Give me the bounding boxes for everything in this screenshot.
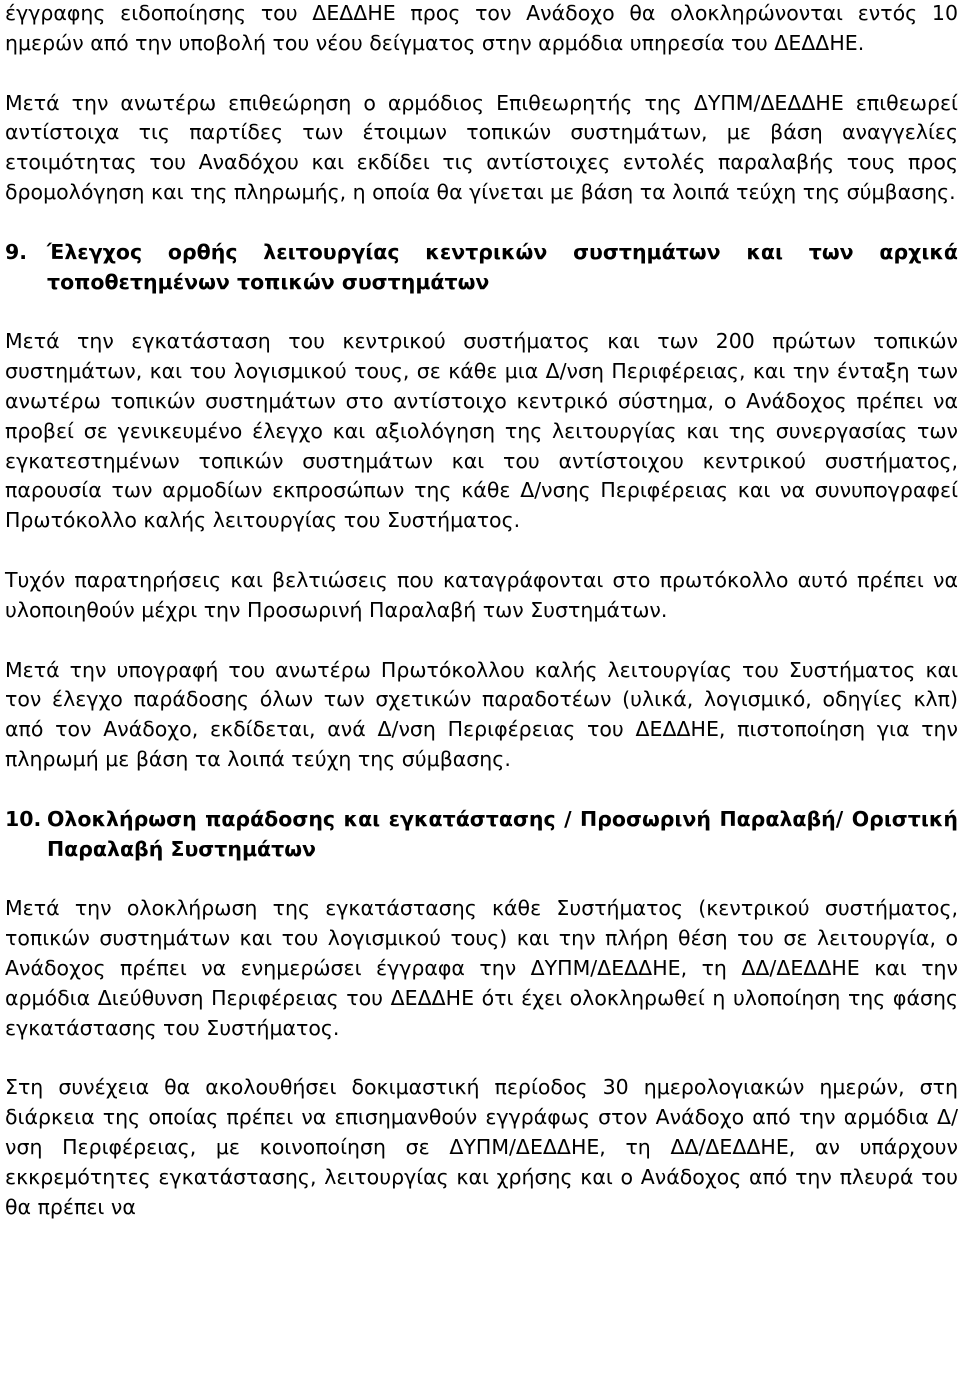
section-9-title: Έλεγχος ορθής λειτουργίας κεντρικών συστημάτων και των αρχικά τοποθετημένων τοπικών συστημάτων [47,239,958,294]
section-9-paragraph-2: Τυχόν παρατηρήσεις και βελτιώσεις που καταγράφονται στο πρωτόκολλο αυτό πρέπει να υλοποιηθούν μέχρι την Προσωρινή Παραλαβή των Συστημάτων. [5,567,958,622]
document-page [5,0,958,1222]
section-9-paragraph-1: Μετά την εγκατάσταση του κεντρικού συστήματος και των 200 πρώτων τοπικών συστημάτων, και του λογισμικού τους, σε κάθε μια Δ/νση Περιφέρειας, και την ένταξη των ανωτέρω τοπικών συστημάτων στο αντίστοιχο κεντρικό σύστημα, ο Ανάδοχος πρέπει να προβεί σε γενικευμένο έλεγχο και αξιολόγηση της λειτουργίας και της συνεργασίας των εγκατεστημένων τοπικών συστημάτων και του αντίστοιχου κεντρικού συστήματος, παρουσία των αρμοδίων εκπροσώπων της κάθε Δ/νσης Περιφέρειας και να συνυπογραφεί Πρωτόκολλο καλής λειτουργίας του Συστήματος. [5,329,958,533]
paragraph-inspection: Μετά την ανωτέρω επιθεώρηση ο αρμόδιος Επιθεωρητής της ΔΥΠΜ/ΔΕΔΔΗΕ επιθεωρεί αντίστοιχα τις παρτίδες των έτοιμων τοπικών συστημάτων, με βάση αναγγελίες ετοιμότητας του Αναδόχου και εκδίδει τις αντίστοιχες εντολές παραλαβής τους προς δρομολόγηση και της πληρωμής, η οποία θα γίνεται με βάση τα λοιπά τεύχη της σύμβασης. [5,90,958,204]
paragraph-intro-continuation: έγγραφης ειδοποίησης του ΔΕΔΔΗΕ προς τον Ανάδοχο θα ολοκληρώνονται εντός 10 ημερών από την υποβολή του νέου δείγματος στην αρμόδια υπηρεσία του ΔΕΔΔΗΕ. [5,1,958,55]
section-9-number: 9. [5,239,28,264]
section-9-paragraph-3: Μετά την υπογραφή του ανωτέρω Πρωτόκολλου καλής λειτουργίας του Συστήματος και τον έλεγχο παράδοσης όλων των σχετικών παραδοτέων (υλικά, λογισμικό, οδηγίες κλπ) από τον Ανάδοχο, εκδίδεται, ανά Δ/νση Περιφέρειας του ΔΕΔΔΗΕ, πιστοποίηση για την πληρωμή με βάση τα λοιπά τεύχη της σύμβασης. [5,657,958,771]
section-10-heading [5,805,958,865]
section-10-title: Ολοκλήρωση παράδοσης και εγκατάστασης / Προσωρινή Παραλαβή/ Οριστική Παραλαβή Συστημάτων [47,806,958,861]
section-9-heading [5,238,958,298]
section-10-paragraph-2: Στη συνέχεια θα ακολουθήσει δοκιμαστική περίοδος 30 ημερολογιακών ημερών, στη διάρκεια της οποίας πρέπει να επισημανθούν εγγράφως στον Ανάδοχο από την αρμόδια Δ/νση Περιφέρειας, με κοινοποίηση σε ΔΥΠΜ/ΔΕΔΔΗΕ, τη ΔΔ/ΔΕΔΔΗΕ, αν υπάρχουν εκκρεμότητες εγκατάστασης, λειτουργίας και χρήσης και ο Ανάδοχος από την πλευρά του θα πρέπει να [5,1075,958,1219]
section-10-number: 10. [5,806,42,831]
section-10-paragraph-1: Μετά την ολοκλήρωση της εγκατάστασης κάθε Συστήματος (κεντρικού συστήματος, τοπικών συστημάτων και του λογισμικού τους) και την πλήρη θέση του σε λειτουργία, ο Ανάδοχος πρέπει να ενημερώσει έγγραφα την ΔΥΠΜ/ΔΕΔΔΗΕ, τη ΔΔ/ΔΕΔΔΗΕ και την αρμόδια Διεύθυνση Περιφέρειας του ΔΕΔΔΗΕ ότι έχει ολοκληρωθεί η υλοποίηση της φάσης εγκατάστασης του Συστήματος. [5,896,958,1040]
